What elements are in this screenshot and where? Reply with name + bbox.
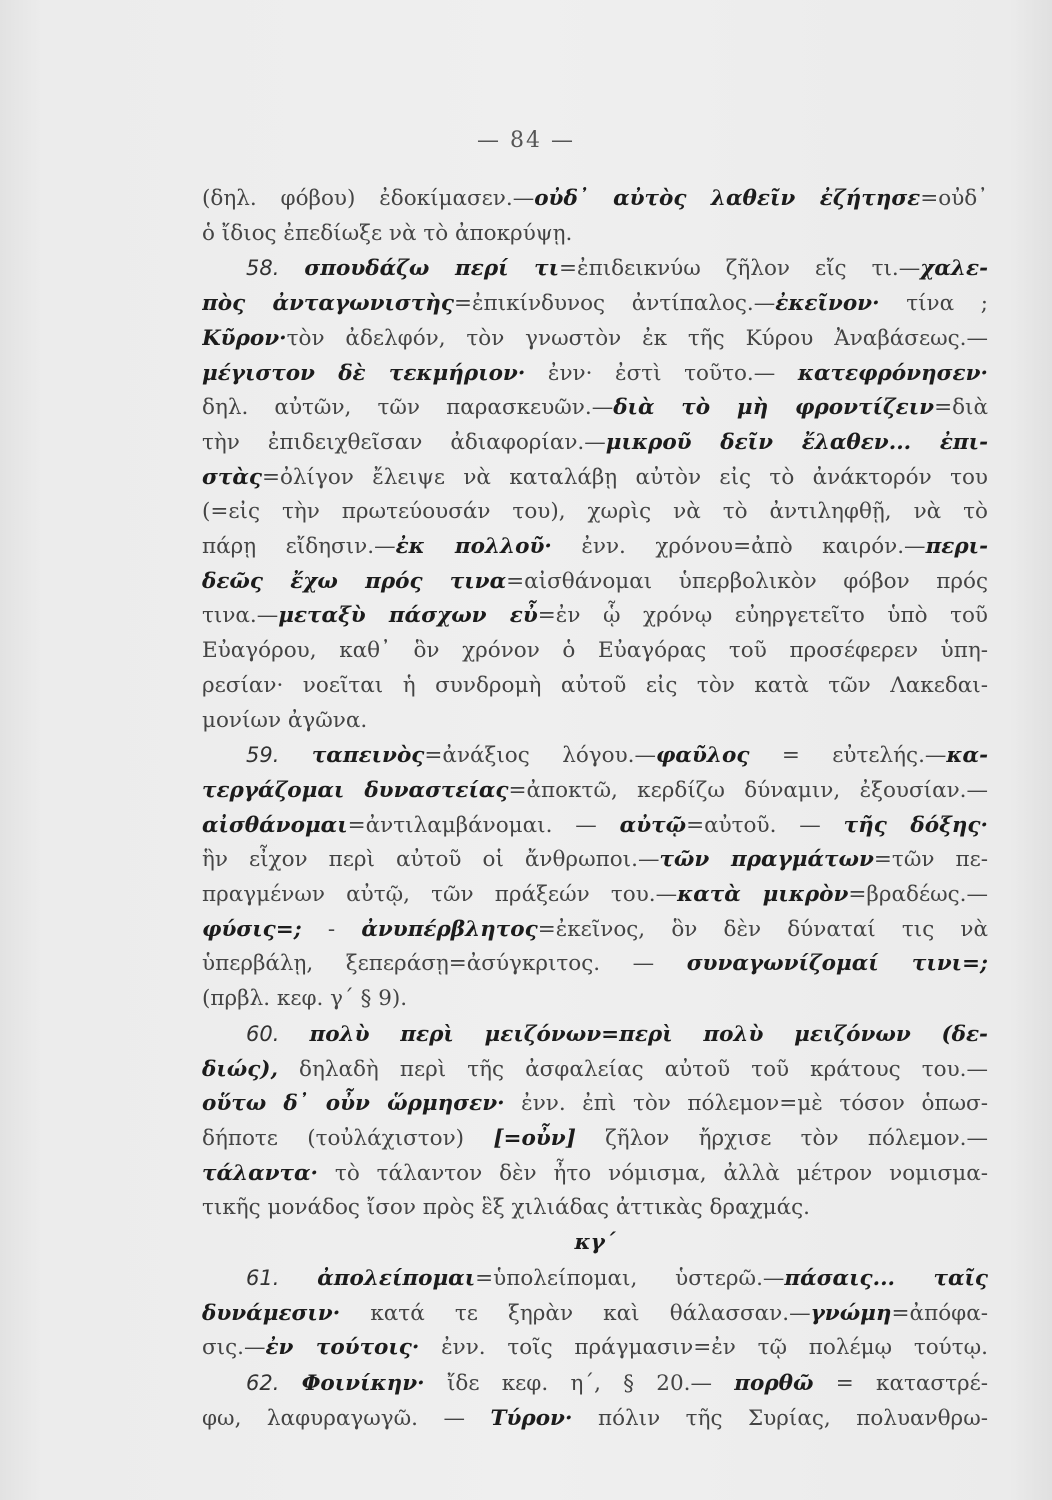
text-line [202,1157,988,1192]
gloss-text: (πρβλ. κεφ. γ´ § 9). [202,986,408,1012]
text-line [202,1261,988,1297]
lemma: ταπεινὸς [311,743,425,769]
text-line [202,843,988,878]
gloss-text: ἣν εἶχον περὶ αὐτοῦ οἱ ἄνθρωποι.— [202,847,660,873]
lemma: διώς), [202,1056,278,1082]
text-line [202,1122,988,1157]
gloss-text: ἴδε κεφ. η´, § 20.— [424,1370,735,1396]
lemma: Φοινίκην· [301,1370,425,1396]
lemma: ἐν τούτοις· [265,1335,420,1361]
text-line [202,251,988,287]
lemma: δεῶς ἔχω πρός τινα [202,568,507,594]
lemma: κατεφρόνησεν· [797,360,988,386]
text-line [202,704,988,739]
page-number: — 84 — [477,128,575,153]
lemma: τεργάζομαι δυναστείας [202,777,509,803]
lemma: διὰ τὸ μὴ φροντίζειν [613,395,935,421]
text-line [202,809,988,844]
text-line [202,1297,988,1332]
section-number: 61. [246,1265,280,1290]
text-line [202,1402,988,1437]
lemma: αἰσθάνομαι [202,812,348,838]
gloss-text: =ἐκεῖνος, ὃν δὲν δύναταί τις νὰ [537,916,988,942]
lemma: συναγωνίζομαί τινι=; [686,951,988,977]
lemma: τῆς δόξης· [843,812,988,838]
gloss-text: =αἰσθάνομαι ὑπερβολικὸν φόβον πρός [506,568,988,594]
text-line [202,982,988,1017]
gloss-text: =ἀποκτῶ, κερδίζω δύναμιν, ἐξουσίαν.— [508,777,988,803]
lemma: οὕτω δ᾽ οὖν ὥρμησεν· [202,1091,505,1117]
gloss-text [279,1371,301,1396]
gloss-text: Εὐαγόρου, καθ᾽ ὃν χρόνον ὁ Εὐαγόρας τοῦ προσέφερεν ὑπη- [202,638,988,664]
gloss-text [279,1266,317,1291]
lemma: αὐτῷ [619,812,687,838]
text-line [202,634,988,669]
text-line [202,1053,988,1088]
gloss-text: ἐνν. χρόνου=ἀπὸ καιρόν.— [551,534,926,560]
lemma: μέγιστον δὲ τεκμήριον· [202,360,526,386]
text-line [202,1366,988,1402]
text-line [202,426,988,461]
lemma: ἐκεῖνον· [775,291,880,317]
text-line [202,1087,988,1122]
gloss-text: τινα.— [202,603,279,629]
gloss-text [279,743,311,768]
text-line [202,913,988,948]
gloss-text: δηλαδὴ περὶ τῆς ἀσφαλείας αὐτοῦ τοῦ κράτους του.— [277,1056,988,1082]
gloss-text: ὑπερβάλῃ, ξεπεράσῃ=ἀσύγκριτος. — [202,951,687,977]
lemma: σπουδάζω περί τι [304,256,560,282]
gloss-text: =ἐν ᾧ χρόνῳ εὐηργετεῖτο ὑπὸ τοῦ [537,603,988,629]
gloss-text: δηλ. αὐτῶν, τῶν παρασκευῶν.— [202,395,614,421]
text-line [202,495,988,530]
lemma: μεταξὺ πάσχων εὖ [278,603,538,629]
text-line [202,774,988,809]
lemma: πάσαις... ταῖς [784,1265,988,1291]
section-number: 59. [246,743,280,768]
lemma: οὐδ᾽ αὐτὸς λαθεῖν ἐζήτησε [534,186,921,211]
gloss-text: (δηλ. φόβου) ἐδοκίμασεν.— [202,186,535,211]
text-line [202,1191,988,1226]
lemma: χαλε- [920,256,988,282]
text-line [202,287,988,322]
text-line [202,1226,988,1261]
lemma: κγ´ [574,1230,616,1256]
text-line [202,738,988,774]
gloss-text: =ἐπικίνδυνος ἀντίπαλος.— [453,291,776,317]
gloss-text: τὸν ἀδελφόν, τὸν γνωστὸν ἐκ τῆς Κύρου Ἀναβάσεως.— [286,325,988,351]
text-line [202,1017,988,1053]
gloss-text: τικῆς μονάδος ἴσον πρὸς ἓξ χιλιάδας ἀττικὰς δραχμάς. [202,1195,810,1221]
lemma: τῶν πραγμάτων [659,847,874,873]
section-number: 60. [246,1021,280,1046]
gloss-text: πάρῃ εἴδησιν.— [202,534,396,560]
lemma: τάλαντα· [202,1160,319,1186]
gloss-text: =διὰ [934,395,988,421]
gloss-text: (=εἰς τὴν πρωτεύουσάν του), χωρὶς νὰ τὸ ἀντιληφθῇ, νὰ τὸ [202,499,988,525]
gloss-text: =ἀνάξιος λόγου.— [424,743,656,769]
lemma: κα- [946,743,988,769]
gloss-text: πόλιν τῆς Συρίας, πολυανθρω- [572,1405,988,1431]
gloss-text: τίνα ; [879,291,988,317]
gloss-text: =ἀντιλαμβάνομαι. — [347,812,620,838]
lemma: δυνάμεσιν· [202,1300,341,1326]
gloss-text: ὁ ἴδιος ἐπεδίωξε νὰ τὸ ἀποκρύψῃ. [202,220,573,246]
lemma: πορθῶ [734,1370,814,1396]
gloss-text: μονίων ἀγῶνα. [202,707,368,733]
lemma: μικροῦ δεῖν ἔλαθεν... ἐπι- [605,429,988,455]
gloss-text: κατά τε ξηρὰν καὶ θάλασσαν.— [340,1300,811,1326]
text-line [202,357,988,392]
text-line [202,599,988,634]
gloss-text: = εὐτελής.— [749,743,947,769]
gloss-text: =ὀλίγον ἔλειψε νὰ καταλάβῃ αὐτὸν εἰς τὸ ἀνάκτορόν του [261,464,988,490]
text-line [202,461,988,496]
text-line [202,530,988,565]
text-line [202,947,988,982]
gloss-text: ἐνν. ἐπὶ τὸν πόλεμον=μὲ τόσον ὁπωσ- [504,1091,988,1117]
gloss-text: =τῶν πε- [873,847,988,873]
text-line [202,182,988,217]
section-number: 58. [246,256,280,281]
gloss-text [279,256,304,281]
gloss-text: ρεσίαν· νοεῖται ἡ συνδρομὴ αὐτοῦ εἰς τὸν κατὰ τῶν Λακεδαι- [202,672,988,698]
text-line [202,565,988,600]
lemma: πολὺ περὶ μειζόνων=περὶ πολὺ μειζόνων (δε- [309,1021,988,1047]
lemma: περι- [925,534,988,560]
lemma: ἀνυπέρβλητος [361,916,538,942]
gloss-text: φω, λαφυραγωγῶ. — [202,1405,491,1431]
lemma: ἀπολείπομαι [317,1265,476,1291]
gloss-text: πραγμένων αὐτῷ, τῶν πράξεών του.— [202,882,678,908]
commentary-text [202,182,988,1436]
gloss-text: =ἀπόφα- [891,1300,988,1326]
gloss-text: τὴν ἐπιδειχθεῖσαν ἀδιαφορίαν.— [202,429,606,455]
lemma: Τύρον· [490,1405,573,1431]
lemma: γνώμη [810,1300,892,1326]
lemma: Κῦρον· [202,325,287,351]
gloss-text: - [301,916,362,942]
lemma: ἐκ πολλοῦ· [395,534,552,560]
gloss-text: ἐνν. τοῖς πράγμασιν=ἐν τῷ πολέμῳ τούτῳ. [419,1335,988,1361]
text-line [202,391,988,426]
gloss-text: ζῆλον ἤρχισε τὸν πόλεμον.— [575,1125,988,1151]
gloss-text: =οὐδ᾽ [920,186,988,211]
text-line [202,878,988,913]
text-line [202,322,988,357]
lemma: [=οὖν] [493,1125,576,1151]
gloss-text: = καταστρέ- [813,1370,988,1396]
gloss-text: =βραδέως.— [848,882,988,908]
text-line [202,217,988,252]
gloss-text: σις.— [202,1335,266,1361]
lemma: φύσις=; [202,916,302,942]
gloss-text: =αὐτοῦ. — [686,812,844,838]
gloss-text: τὸ τάλαντον δὲν ἦτο νόμισμα, ἀλλὰ μέτρον νομισμα- [318,1160,988,1186]
lemma: πὸς ἀνταγωνιστὴς [202,291,454,317]
gloss-text: =ἐπιδεικνύω ζῆλον εἴς τι.— [559,256,921,282]
gloss-text: =ὑπολείπομαι, ὑστερῶ.— [475,1265,785,1291]
gloss-text: δήποτε (τοὐλάχιστον) [202,1125,494,1151]
gloss-text: ἐνν· ἐστὶ τοῦτο.— [525,360,798,386]
text-line [202,1331,988,1366]
lemma: στὰς [202,464,262,490]
lemma: φαῦλος [655,743,750,769]
lemma: κατὰ μικρὸν [677,882,849,908]
gloss-text [279,1022,309,1047]
section-number: 62. [246,1370,280,1395]
text-line [202,669,988,704]
